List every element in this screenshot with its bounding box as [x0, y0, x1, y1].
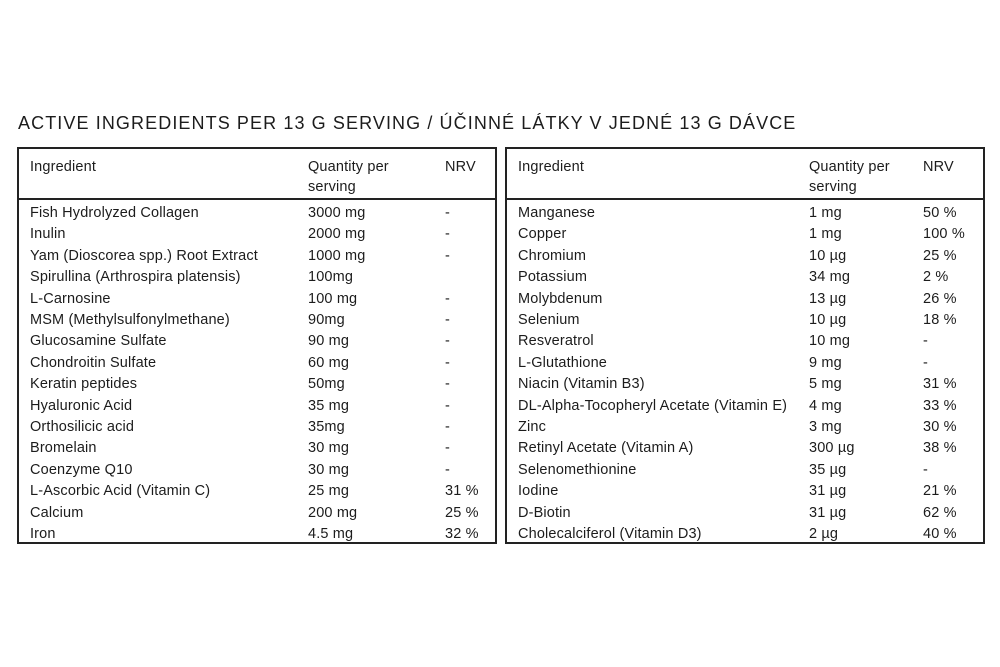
cell-quantity: 100 mg: [308, 290, 358, 307]
cell-ingredient: Iron: [30, 526, 56, 543]
cell-nrv: -: [445, 290, 450, 307]
cell-ingredient: Glucosamine Sulfate: [30, 333, 167, 350]
table-row: [507, 353, 983, 374]
cell-ingredient: Iodine: [518, 483, 559, 500]
cell-nrv: 62 %: [923, 504, 957, 521]
table-row: [507, 289, 983, 310]
cell-nrv: -: [445, 461, 450, 478]
table-row: [507, 460, 983, 481]
table-row: [507, 481, 983, 502]
cell-quantity: 30 mg: [308, 440, 350, 457]
cell-nrv: 2 %: [923, 269, 949, 286]
table-row: [19, 246, 495, 267]
cell-quantity: 3000 mg: [308, 205, 366, 221]
cell-ingredient: Molybdenum: [518, 290, 603, 307]
table-row: [19, 310, 495, 331]
cell-ingredient: Selenium: [518, 312, 580, 329]
cell-nrv: -: [445, 333, 450, 350]
cell-quantity: 13 µg: [809, 290, 847, 307]
table-row: [19, 481, 495, 502]
cell-nrv: 32 %: [445, 526, 479, 543]
cell-quantity: 1 mg: [809, 205, 842, 221]
cell-quantity: 9 mg: [809, 354, 842, 371]
column-header-ingredient: Ingredient: [518, 159, 584, 175]
ingredients-table-right: [505, 147, 985, 544]
cell-quantity: 1 mg: [809, 226, 842, 243]
table-row: [19, 289, 495, 310]
table-row: [507, 396, 983, 417]
cell-ingredient: Yam (Dioscorea spp.) Root Extract: [30, 247, 258, 264]
table-row: [507, 203, 983, 224]
tables-container: [17, 147, 985, 544]
cell-quantity: 31 µg: [809, 483, 847, 500]
cell-ingredient: Keratin peptides: [30, 376, 138, 393]
cell-nrv: 33 %: [923, 397, 957, 414]
cell-nrv: -: [923, 333, 928, 350]
table-row: [507, 503, 983, 524]
cell-ingredient: Chondroitin Sulfate: [30, 354, 157, 371]
table-row: [507, 246, 983, 267]
cell-quantity: 90 mg: [308, 333, 350, 350]
cell-ingredient: Copper: [518, 226, 567, 243]
cell-ingredient: MSM (Methylsulfonylmethane): [30, 312, 230, 329]
table-row: [19, 203, 495, 224]
cell-quantity: 2000 mg: [308, 226, 366, 243]
table-body: [19, 200, 495, 546]
cell-quantity: 2 µg: [809, 526, 839, 543]
cell-nrv: -: [923, 354, 928, 371]
cell-ingredient: Orthosilicic acid: [30, 419, 135, 436]
table-row: [19, 438, 495, 459]
table-row: [19, 374, 495, 395]
cell-quantity: 30 mg: [308, 461, 350, 478]
cell-quantity: 25 mg: [308, 483, 350, 500]
cell-ingredient: Zinc: [518, 419, 546, 436]
table-row: [507, 438, 983, 459]
cell-ingredient: Inulin: [30, 226, 66, 243]
table-row: [19, 267, 495, 288]
cell-nrv: 30 %: [923, 419, 957, 436]
cell-ingredient: Selenomethionine: [518, 461, 637, 478]
cell-quantity: 50mg: [308, 376, 345, 393]
table-row: [19, 460, 495, 481]
table-body: [507, 200, 983, 546]
cell-quantity: 1000 mg: [308, 247, 366, 264]
cell-nrv: -: [445, 312, 450, 329]
cell-quantity: 35 µg: [809, 461, 847, 478]
table-row: [19, 331, 495, 352]
cell-nrv: -: [445, 419, 450, 436]
column-header-nrv: NRV: [923, 159, 954, 175]
table-row: [507, 224, 983, 245]
table-row: [19, 417, 495, 438]
cell-quantity: 200 mg: [308, 504, 358, 521]
cell-ingredient: Retinyl Acetate (Vitamin A): [518, 440, 694, 457]
table-row: [19, 524, 495, 545]
cell-quantity: 35 mg: [308, 397, 350, 414]
column-header-quantity: Quantity per serving: [809, 159, 890, 195]
table-row: [19, 396, 495, 417]
cell-nrv: 31 %: [923, 376, 957, 393]
table-row: [507, 267, 983, 288]
cell-ingredient: Calcium: [30, 504, 84, 521]
cell-nrv: -: [445, 440, 450, 457]
cell-quantity: 10 mg: [809, 333, 851, 350]
ingredients-table-left: [17, 147, 497, 544]
cell-quantity: 300 µg: [809, 440, 855, 457]
cell-quantity: 60 mg: [308, 354, 350, 371]
cell-nrv: -: [445, 376, 450, 393]
cell-ingredient: Chromium: [518, 247, 587, 264]
cell-ingredient: DL-Alpha-Tocopheryl Acetate (Vitamin E): [518, 397, 788, 414]
cell-ingredient: Cholecalciferol (Vitamin D3): [518, 526, 702, 543]
column-header-ingredient: Ingredient: [30, 159, 96, 175]
cell-nrv: 26 %: [923, 290, 957, 307]
cell-ingredient: Bromelain: [30, 440, 97, 457]
cell-ingredient: Niacin (Vitamin B3): [518, 376, 645, 393]
table-row: [19, 353, 495, 374]
table-row: [19, 224, 495, 245]
cell-nrv: 38 %: [923, 440, 957, 457]
cell-nrv: 25 %: [445, 504, 479, 521]
cell-nrv: -: [445, 205, 450, 221]
cell-ingredient: Spirullina (Arthrospira platensis): [30, 269, 241, 286]
cell-nrv: 31 %: [445, 483, 479, 500]
cell-nrv: 21 %: [923, 483, 957, 500]
cell-ingredient: L-Ascorbic Acid (Vitamin C): [30, 483, 211, 500]
cell-nrv: -: [445, 247, 450, 264]
cell-ingredient: Potassium: [518, 269, 588, 286]
cell-nrv: -: [445, 397, 450, 414]
cell-ingredient: Hyaluronic Acid: [30, 397, 133, 414]
cell-ingredient: Fish Hydrolyzed Collagen: [30, 205, 199, 221]
cell-quantity: 34 mg: [809, 269, 851, 286]
cell-ingredient: Manganese: [518, 205, 596, 221]
page-title: ACTIVE INGREDIENTS PER 13 G SERVING / ÚČINNÉ LÁTKY V JEDNÉ 13 G DÁVCE: [18, 113, 797, 133]
cell-nrv: 18 %: [923, 312, 957, 329]
table-row: [507, 310, 983, 331]
cell-quantity: 10 µg: [809, 247, 847, 264]
column-header-nrv: NRV: [445, 159, 476, 175]
cell-quantity: 90mg: [308, 312, 345, 329]
cell-quantity: 3 mg: [809, 419, 842, 436]
cell-nrv: [445, 267, 495, 288]
cell-nrv: 25 %: [923, 247, 957, 264]
cell-ingredient: Resveratrol: [518, 333, 594, 350]
cell-nrv: 40 %: [923, 526, 957, 543]
cell-ingredient: L-Carnosine: [30, 290, 111, 307]
cell-nrv: -: [445, 226, 450, 243]
cell-quantity: 10 µg: [809, 312, 847, 329]
cell-quantity: 100mg: [308, 269, 354, 286]
cell-nrv: -: [923, 461, 928, 478]
column-header-quantity: Quantity per serving: [308, 159, 389, 195]
cell-nrv: 50 %: [923, 205, 957, 221]
table-row: [19, 503, 495, 524]
cell-quantity: 31 µg: [809, 504, 847, 521]
table-row: [507, 524, 983, 545]
cell-ingredient: L-Glutathione: [518, 354, 608, 371]
cell-nrv: -: [445, 354, 450, 371]
cell-quantity: 35mg: [308, 419, 345, 436]
cell-quantity: 4.5 mg: [308, 526, 354, 543]
cell-quantity: 5 mg: [809, 376, 842, 393]
cell-quantity: 4 mg: [809, 397, 842, 414]
table-header-row: [507, 149, 983, 200]
table-row: [507, 417, 983, 438]
cell-ingredient: D-Biotin: [518, 504, 571, 521]
table-row: [507, 374, 983, 395]
cell-ingredient: Coenzyme Q10: [30, 461, 133, 478]
cell-nrv: 100 %: [923, 226, 965, 243]
table-row: [507, 331, 983, 352]
table-header-row: [19, 149, 495, 200]
